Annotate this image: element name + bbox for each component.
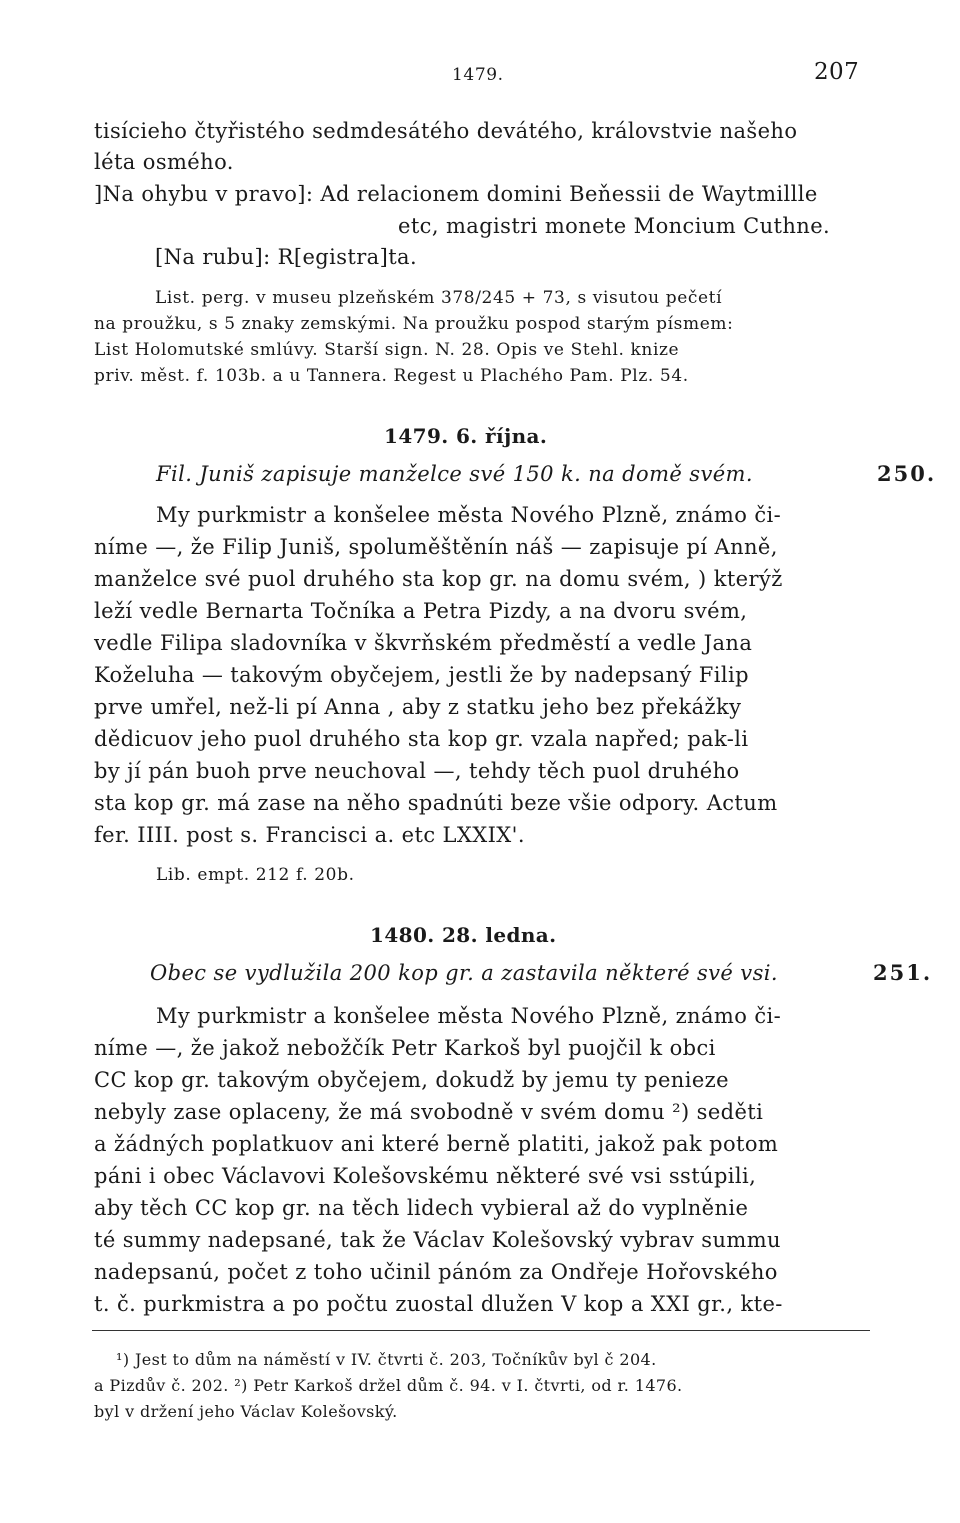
document-date: 1479. 6. října.	[384, 424, 548, 448]
body-line: níme —, že Filip Juniš, spoluměštěnín náš — zapisuje pí Anně,	[94, 535, 778, 559]
footnote-divider	[92, 1330, 870, 1331]
footnote-line: a Pizdův č. 202. ²) Petr Karkoš držel dům č. 94. v I. čtvrti, od r. 1476.	[94, 1376, 683, 1395]
body-line: fer. IIII. post s. Francisci a. etc LXXIX'.	[94, 823, 525, 847]
source-note-line: List Holomutské smlúvy. Starší sign. N. 28. Opis ve Stehl. knize	[94, 340, 680, 360]
body-line: t. č. purkmistra a po počtu zuostal dlužen V kop a XXI gr., kte-	[94, 1292, 783, 1316]
running-header-year: 1479.	[452, 65, 504, 85]
text-line: léta osmého.	[94, 150, 234, 174]
footnote-line: byl v držení jeho Václav Kolešovský.	[94, 1402, 398, 1421]
body-line: a žádných poplatkuov ani které berně platiti, jakož pak potom	[94, 1132, 779, 1156]
text-line: tisícieho čtyřistého sedmdesátého devátého, královstvie našeho	[94, 119, 798, 143]
document-title: Obec se vydlužila 200 kop gr. a zastavila některé své vsi.	[150, 961, 778, 985]
source-note-line: List. perg. v museu plzeňském 378/245 + 73, s visutou pečetí	[155, 288, 723, 308]
body-line: CC kop gr. takovým obyčejem, dokudž by jemu ty penieze	[94, 1068, 729, 1092]
body-line: nebyly zase oplaceny, že má svobodně v svém domu ²) seděti	[94, 1100, 764, 1124]
body-line: páni i obec Václavovi Kolešovskému některé své vsi sstúpili,	[94, 1164, 757, 1188]
document-date: 1480. 28. ledna.	[370, 923, 557, 947]
page-number: 207	[814, 59, 860, 85]
document-number: 250.	[877, 461, 937, 486]
body-line: by jí pán buoh prve neuchoval —, tehdy těch puol druhého	[94, 759, 740, 783]
document-number: 251.	[873, 960, 933, 985]
body-line: manželce své puol druhého sta kop gr. na domu svém, ) kterýž	[94, 567, 783, 591]
source-note-line: na proužku, s 5 znaky zemskými. Na proužku pospod starým písmem:	[94, 314, 734, 334]
body-line: té summy nadepsané, tak že Václav Kolešovský vybrav summu	[94, 1228, 781, 1252]
body-line: nadepsanú, počet z toho učinil pánóm za Ondřeje Hořovského	[94, 1260, 778, 1284]
body-line: prve umřel, než-li pí Anna , aby z statku jeho bez překážky	[94, 695, 742, 719]
body-line: aby těch CC kop gr. na těch lidech vybieral až do vyplněnie	[94, 1196, 749, 1220]
body-line: dědicuov jeho puol druhého sta kop gr. vzala napřed; pak-li	[94, 727, 749, 751]
text-line: [Na rubu]: R[egistra]ta.	[155, 245, 418, 269]
body-line: My purkmistr a konšelee města Nového Plzně, známo či-	[156, 503, 782, 527]
footnote-line: ¹) Jest to dům na náměstí v IV. čtvrti č. 203, Točníkův byl č 204.	[116, 1350, 657, 1369]
body-line: leží vedle Bernarta Točníka a Petra Pizdy, a na dvoru svém,	[94, 599, 748, 623]
body-line: Koželuha — takovým obyčejem, jestli že by nadepsaný Filip	[94, 663, 749, 687]
source-reference: Lib. empt. 212 f. 20b.	[156, 865, 355, 885]
text-line: ]Na ohybu v pravo]: Ad relacionem domini Beňessii de Waytmillle	[94, 182, 818, 206]
source-note-line: priv. měst. f. 103b. a u Tannera. Regest u Plachého Pam. Plz. 54.	[94, 366, 689, 386]
body-line: sta kop gr. má zase na něho spadnúti beze všie odpory. Actum	[94, 791, 778, 815]
body-line: My purkmistr a konšelee města Nového Plzně, známo či-	[156, 1004, 782, 1028]
body-line: vedle Filipa sladovníka v škvrňském předměstí a vedle Jana	[94, 631, 753, 655]
text-line: etc, magistri monete Moncium Cuthne.	[398, 214, 831, 238]
body-line: níme —, že jakož nebožčík Petr Karkoš byl puojčil k obci	[94, 1036, 716, 1060]
document-title: Fil. Juniš zapisuje manželce své 150 k. na domě svém.	[156, 462, 753, 486]
